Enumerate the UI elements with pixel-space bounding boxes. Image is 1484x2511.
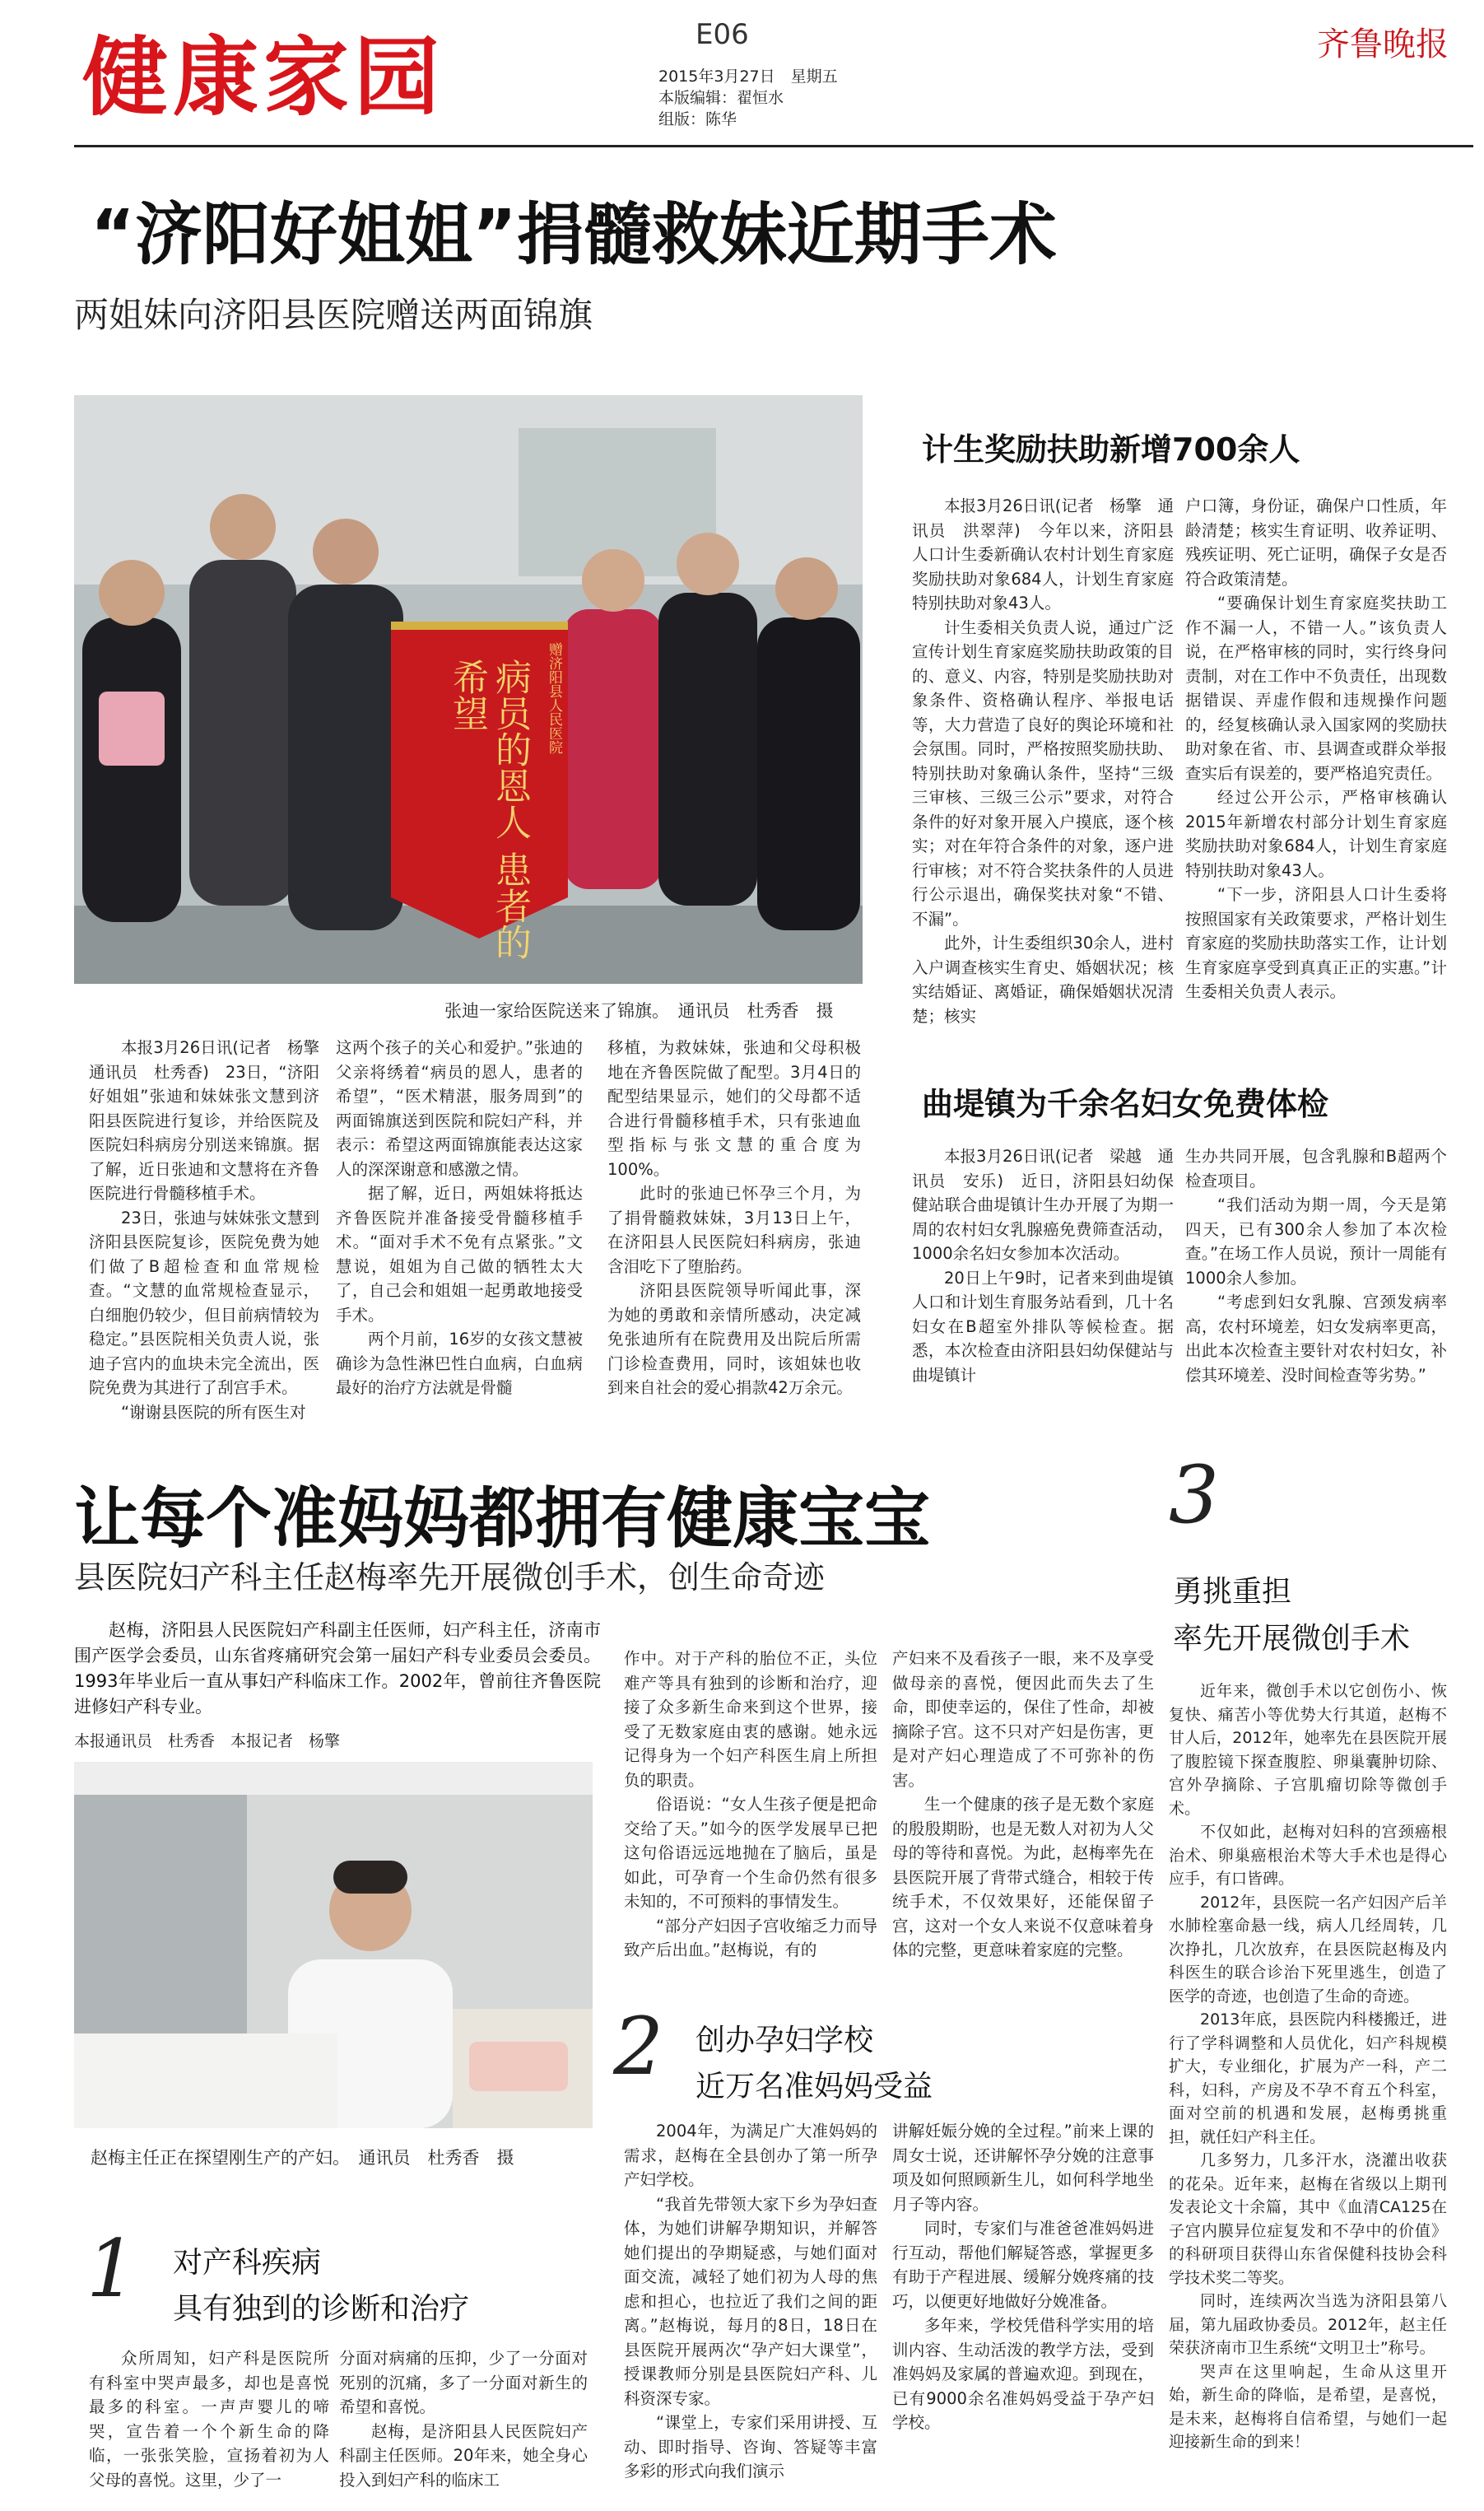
section3-col	[1169, 1679, 1447, 2454]
paragraph: 2012年，县医院一名产妇因产后羊水肺栓塞命悬一线，病人几经周转，几次挣扎，几次放弃，在县医院赵梅及内科医生的联合诊治下死里逃生，创造了医学的奇迹，也创造了生命的奇迹。	[1169, 1893, 1447, 2006]
section1-col2	[339, 2346, 588, 2492]
section3-title-b: 率先开展微创手术	[1173, 1622, 1411, 1656]
paragraph: 经过公开公示，严格审核确认2015年新增农村部分计划生育家庭奖励扶助对象684人，计划生育家庭特别扶助对象43人。	[1185, 788, 1447, 880]
paragraph: 移植，为救妹妹，张迪和父母积极地在齐鲁医院做了配型。3月4日的配型结果显示，她们的父母都不适合进行骨髓移植手术，只有张迪血型指标与张文慧的重合度为100%。	[607, 1038, 861, 1179]
article1-col1	[89, 1036, 336, 1424]
section3-title-a: 勇挑重担	[1173, 1575, 1292, 1609]
paragraph: 23日，张迪与妹妹张文慧到济阳县医院复诊，医院免费为她们做了B超检查和血常规检查。“文慧的血常规检查显示，白细胞仍较少，但目前病情较为稳定。”县医院相关负责人说，张迪子宫内的血块未完全流出，医院免费为其进行了刮宫手术。	[89, 1208, 319, 1397]
paragraph: 讲解妊娠分娩的全过程。”前来上课的周女士说，还讲解怀孕分娩的注意事项及如何照顾新生儿，如何科学地坐月子等内容。	[892, 2122, 1154, 2214]
paragraph: “部分产妇因子宫收缩乏力而导致产后出血。”赵梅说，有的	[624, 1916, 877, 1959]
paragraph: 本报3月26日讯(记者 梁越 通讯员 安乐) 近日，济阳县妇幼保健站联合曲堤镇计生办开展了为期一周的农村妇女乳腺癌免费筛查活动，1000余名妇女参加本次活动。	[912, 1147, 1174, 1263]
paragraph: 同时，专家们与准爸爸准妈妈进行互动，帮他们解疑答惑，掌握更多有助于产程进展、缓解分娩疼痛的技巧，以便更好地做好分娩准备。	[892, 2219, 1154, 2311]
paragraph: 众所周知，妇产科是医院所有科室中哭声最多，却也是喜悦最多的科室。一声声婴儿的啼哭，宣告着一个个新生命的降临，一张张笑脸，宣扬着初为人父母的喜悦。这里，少了一	[89, 2349, 329, 2490]
paragraph: 此外，计生委组织30余人，进村入户调查核实生育史、婚姻状况；核实结婚证、离婚证，确保婚姻状况清楚；核实	[912, 934, 1174, 1026]
paragraph: 户口簿，身份证，确保户口性质，年龄清楚；核实生育证明、收养证明、残疾证明、死亡证明，确保子女是否符合政策清楚。	[1185, 496, 1447, 589]
paragraph: 几多努力，几多汗水，浇灌出收获的花朵。近年来，赵梅在省级以上期刊发表论文十余篇，其中《血清CA125在子宫内膜异位症复发和不孕中的价值》的科研项目获得山东省保健科技协会科学技术奖二等奖。	[1169, 2151, 1447, 2287]
article4-intro: 赵梅，济阳县人民医院妇产科副主任医师，妇产科主任，济南市围产医学会委员，山东省疼痛研究会第一届妇产科专业委员会委员。1993年毕业后一直从事妇产科临床工作。2002年，曾前往齐鲁医院进修妇产科专业。	[74, 1620, 601, 1717]
editor-line: 本版编辑：翟恒水	[658, 89, 784, 107]
section2-title-a: 创办孕妇学校	[695, 2024, 874, 2057]
article4-photo-caption: 赵梅主任正在探望刚生产的产妇。 通讯员 杜秀香 摄	[91, 2148, 514, 2168]
paragraph: “我首先带领大家下乡为孕妇查体，为她们讲解孕期知识，并解答她们提出的孕期疑惑，与她们面对面交流，减轻了她们初为人母的焦虑和担心，也拉近了我们之间的距离。”赵梅说，每月的8日，18日在县医院开展两次“孕产妇大课堂”，授课教师分别是县医院妇产科、儿科资深专家。	[624, 2194, 877, 2408]
section2-number: 2	[613, 2001, 664, 2093]
article1-headline: “济阳好姐姐”捐髓救妹近期手术	[91, 196, 1057, 274]
layout-line: 组版：陈华	[658, 110, 737, 128]
section3-number: 3	[1169, 1449, 1220, 1541]
section2-title-b: 近万名准妈妈受益	[695, 2070, 933, 2103]
article1-col2	[336, 1036, 583, 1400]
section2-col2	[892, 2119, 1154, 2435]
paragraph: 俗语说：“女人生孩子便是把命交给了天。”如今的医学发展早已把这句俗语远远地抛在了脑后，虽是如此，可孕育一个生命仍然有很多未知的，不可预料的事情发生。	[624, 1795, 877, 1911]
article4-mid-col1	[624, 1647, 877, 1963]
paragraph: 赵梅，是济阳县人民医院妇产科副主任医师。20年来，她全身心投入到妇产科的临床工	[339, 2421, 588, 2490]
paragraph: 济阳县医院领导听闻此事，深为她的勇敢和亲情所感动，决定减免张迪所有在院费用及出院后所需门诊检查费用，同时，该姐妹也收到来自社会的爱心捐款42万余元。	[607, 1281, 861, 1397]
article1-photo-caption: 张迪一家给医院送来了锦旗。 通讯员 杜秀香 摄	[444, 1001, 834, 1021]
masthead-meta	[658, 66, 838, 130]
paragraph: 两个月前，16岁的女孩文慧被确诊为急性淋巴性白血病，白血病最好的治疗方法就是骨髓	[336, 1330, 583, 1397]
paragraph: 产妇来不及看孩子一眼，来不及享受做母亲的喜悦，便因此而失去了生命，即使幸运的，保住了性命，却被摘除子宫。这不只对产妇是伤害，更是对产妇心理造成了不可弥补的伤害。	[892, 1649, 1154, 1790]
paragraph: “要确保计划生育家庭奖扶助工作不漏一人，不错一人。”该负责人说，在严格审核的同时，实行终身问责制，对在工作中不负责任，出现数据错误、弄虚作假和违规操作问题的，经复核确认录入国家网的奖励扶助对象在省、市、县调查或群众举报查实后有误差的，要严格追究责任。	[1185, 594, 1447, 783]
masthead-rule	[74, 145, 1473, 147]
section1-title-a: 对产科疾病	[173, 2246, 322, 2280]
date-line: 2015年3月27日 星期五	[658, 68, 838, 86]
article1-subheadline: 两姐妹向济阳县医院赠送两面锦旗	[74, 295, 593, 335]
banner-main-text: 病员的恩人 患者的希望	[446, 659, 531, 960]
article4-mid-col2	[892, 1647, 1154, 1963]
paragraph: 2013年底，县医院内科楼搬迁，进行了学科调整和人员优化，妇产科规模扩大，专业细化，扩展为产一科，产二科，妇科，产房及不孕不育五个科室，面对空前的机遇和发展，赵梅勇挑重担，就任妇产科主任。	[1169, 2010, 1447, 2146]
article4-byline: 本报通讯员 杜秀香 本报记者 杨擎	[74, 1732, 341, 1750]
paragraph: 分面对病痛的压抑，少了一分面对死别的沉痛，多了一分面对新生的希望和喜悦。	[339, 2349, 588, 2416]
page-number: E06	[695, 18, 749, 51]
article4-photo	[74, 1762, 593, 2128]
paragraph: 不仅如此，赵梅对妇科的宫颈癌根治术、卵巢癌根治术等大手术也是得心应手，有口皆碑。	[1169, 1823, 1447, 1888]
article2-headline: 计生奖励扶助新增700余人	[922, 431, 1300, 468]
paragraph: “谢谢县医院的所有医生对	[121, 1402, 306, 1422]
paragraph: 本报3月26日讯(记者 杨擎 通讯员 杜秀香) 23日，“济阳好姐姐”张迪和妹妹张文慧到济阳县医院进行复诊，并给医院及医院妇科病房分别送来锦旗。据了解，近日张迪和文慧将在齐鲁医院进行骨髓移植手术。	[89, 1038, 336, 1203]
paragraph: 据了解，近日，两姐妹将抵达齐鲁医院并准备接受骨髓移植手术。“面对手术不免有点紧张。”文慧说，姐姐为自己做的牺牲太大了，自己会和姐姐一起勇敢地接受手术。	[336, 1184, 583, 1325]
paragraph: 本报3月26日讯(记者 杨擎 通讯员 洪翠萍) 今年以来，济阳县人口计生委新确认农村计划生育家庭奖励扶助对象684人，计划生育家庭特别扶助对象43人。	[912, 496, 1174, 613]
article3-col2	[1185, 1144, 1447, 1387]
paragraph: 多年来，学校凭借科学实用的培训内容、生动活泼的教学方法，受到准妈妈及家属的普遍欢迎。到现在，已有9000余名准妈妈受益于孕产妇学校。	[892, 2316, 1154, 2432]
article2-col2	[1185, 494, 1447, 1004]
article1-photo	[74, 395, 863, 984]
paragraph: “考虑到妇女乳腺、宫颈发病率高，农村环境差，妇女发病率更高，出此本次检查主要针对农村妇女，补偿其环境差、没时间检查等劣势。”	[1185, 1293, 1447, 1385]
paragraph: 近年来，微创手术以它创伤小、恢复快、痛苦小等优势大行其道，赵梅不甘人后，2012年，她率先在县医院开展了腹腔镜下探查腹腔、卵巢囊肿切除、宫外孕摘除、子宫肌瘤切除等微创手术。	[1169, 1682, 1447, 1818]
doctor-scene-illustration	[74, 1762, 593, 2128]
article3-headline: 曲堤镇为千余名妇女免费体检	[922, 1086, 1329, 1122]
section-title: 健康家园	[82, 27, 445, 128]
paragraph: 20日上午9时，记者来到曲堤镇人口和计划生育服务站看到，几十名妇女在B超室外排队等候检查。据悉，本次检查由济阳县妇幼保健站与曲堤镇计	[912, 1268, 1174, 1385]
section2-col1	[624, 2119, 877, 2484]
paragraph: 此时的张迪已怀孕三个月，为了捐骨髓救妹妹，3月13日上午，在济阳县人民医院妇科病房，张迪含泪吃下了堕胎药。	[607, 1184, 861, 1276]
paragraph: 生办共同开展，包含乳腺和B超两个检查项目。	[1185, 1147, 1447, 1190]
paragraph: 生一个健康的孩子是无数个家庭的殷殷期盼，也是无数人对初为人父母的等待和喜悦。为此，赵梅率先在县医院开展了背带式缝合，相较于传统手术，不仅效果好，还能保留子宫，这对一个女人来说不仅意味着身体的完整，更意味着家庭的完整。	[892, 1795, 1154, 1959]
paragraph: 这两个孩子的关心和爱护。”张迪的父亲将绣着“病员的恩人，患者的希望”，“医术精湛，服务周到”的两面锦旗送到医院和院妇产科，并表示：希望这两面锦旗能表达这家人的深深谢意和感激之情。	[336, 1038, 583, 1179]
section1-number: 1	[86, 2223, 137, 2315]
article4-subheadline: 县医院妇产科主任赵梅率先开展微创手术，创生命奇迹	[74, 1559, 826, 1596]
paragraph: 同时，连续两次当选为济阳县第八届，第九届政协委员。2012年，赵主任荣获济南市卫生系统“文明卫士”称号。	[1169, 2292, 1447, 2357]
article4-headline: 让每个准妈妈都拥有健康宝宝	[74, 1480, 930, 1557]
article3-col1	[912, 1144, 1174, 1387]
article1-col3	[607, 1036, 861, 1400]
paragraph: “我们活动为期一周，今天是第四天，已有300余人参加了本次检查。”在场工作人员说，预计一周能有1000余人参加。	[1185, 1195, 1447, 1288]
article2-col1	[912, 494, 1174, 1028]
paper-logo: 齐鲁晚报	[1317, 26, 1449, 63]
paragraph: “课堂上，专家们采用讲授、互动、即时指导、咨询、答疑等丰富多彩的形式向我们演示	[624, 2413, 877, 2481]
section1-col1	[89, 2346, 329, 2492]
paragraph: 作中。对于产科的胎位不正，头位难产等具有独到的诊断和治疗，迎接了众多新生命来到这个世界，接受了无数家庭由衷的感谢。她永远记得身为一个妇产科医生肩上所担负的职责。	[624, 1649, 877, 1790]
paragraph: 2004年，为满足广大准妈妈的需求，赵梅在全县创办了第一所孕产妇学校。	[624, 2122, 877, 2189]
paragraph: 计生委相关负责人说，通过广泛宣传计划生育家庭奖励扶助政策的目的、意义、内容，特别是奖励扶助对象条件、资格确认程序、举报电话等，大力营造了良好的舆论环境和社会氛围。同时，严格按照奖励扶助、特别扶助对象确认条件，坚持“三级三审核、三级三公示”要求，对符合条件的好对象开展入户摸底，逐个核实；对在年符合条件的对象，逐户进行审核；对不符合奖扶条件的人员进行公示退出，确保奖扶对象“不错、不漏”。	[912, 617, 1174, 929]
paragraph: 哭声在这里响起，生命从这里开始，新生命的降临，是希望，是喜悦，是未来，赵梅将自信希望，与她们一起迎接新生命的到来！	[1169, 2362, 1447, 2451]
section1-title-b: 具有独到的诊断和治疗	[173, 2292, 470, 2326]
banner-side-text: 赠济阳县人民医院	[546, 642, 562, 754]
paragraph: “下一步，济阳县人口计生委将按照国家有关政策要求，严格计划生育家庭的奖励扶助落实工作，让计划生育家庭享受到真真正正的实惠。”计生委相关负责人表示。	[1185, 885, 1447, 1001]
